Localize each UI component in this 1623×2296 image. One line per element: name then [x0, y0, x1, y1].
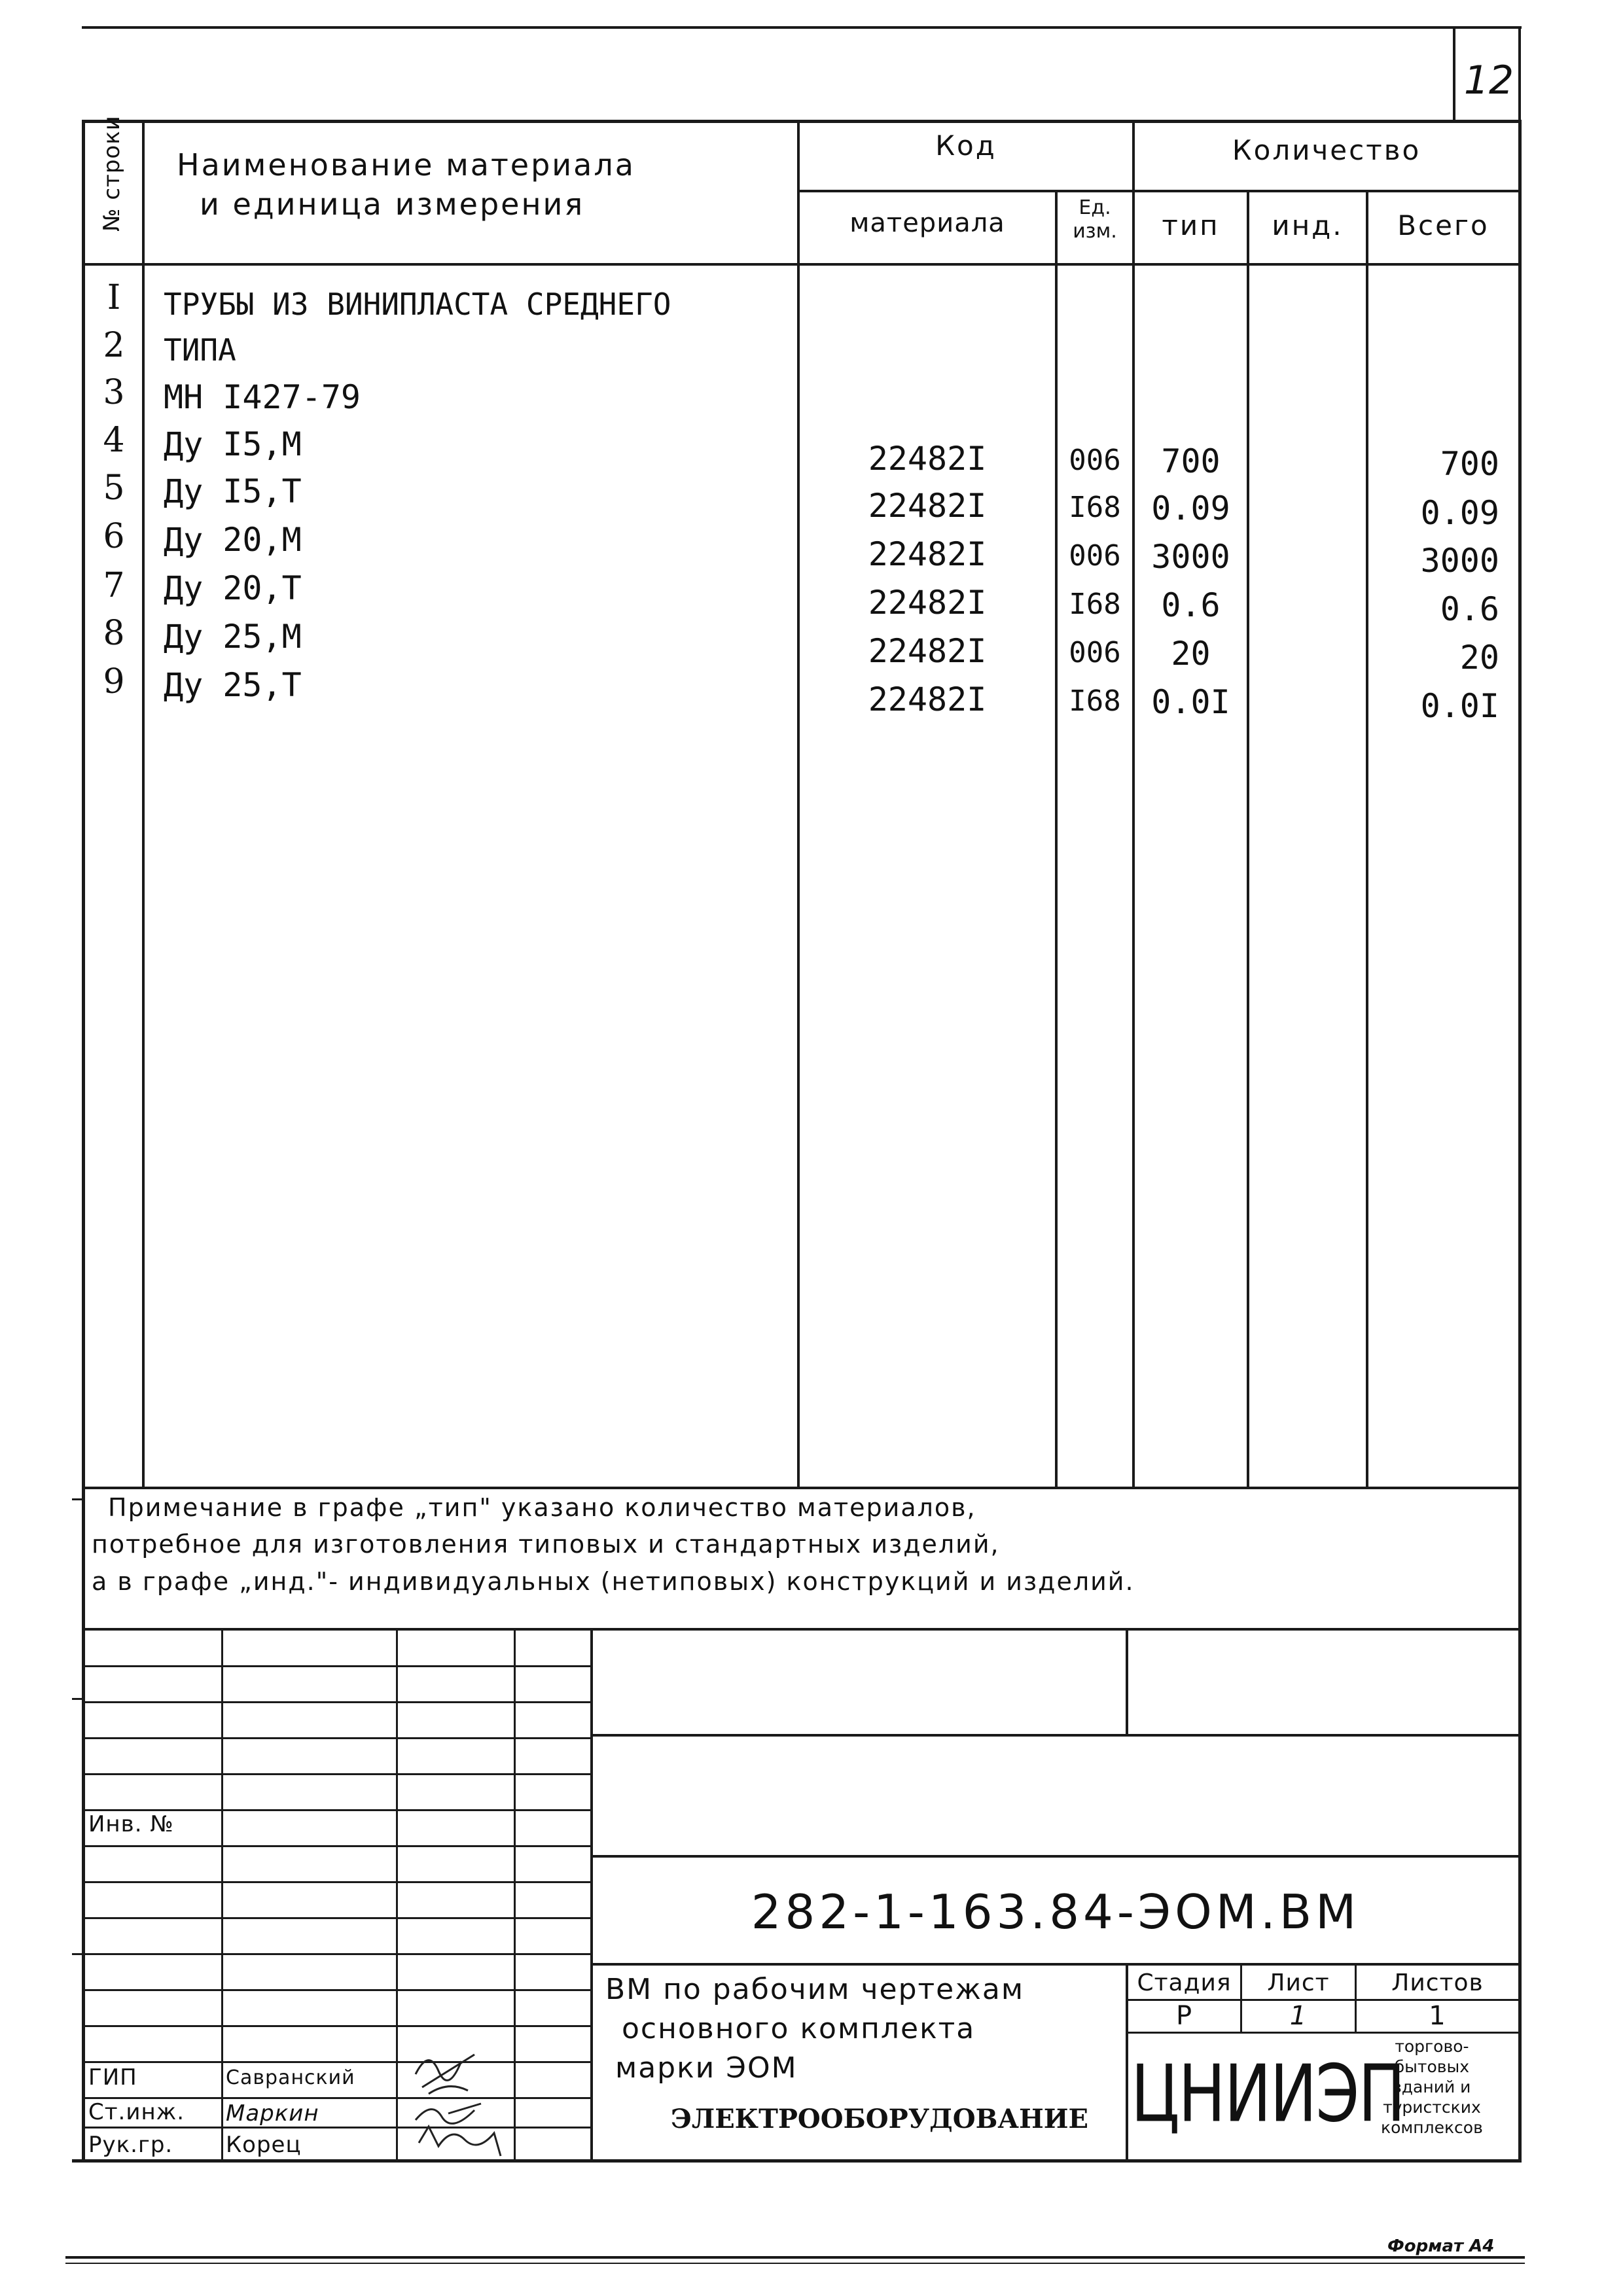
organization-name-line: зданий и: [1393, 2077, 1471, 2096]
row-name: ТИПА: [164, 332, 236, 368]
organization-name-line: комплексов: [1381, 2118, 1483, 2137]
page-number: 12: [1463, 58, 1514, 103]
organization-name-line: бытовых: [1394, 2057, 1470, 2076]
row-number-header: № строки: [99, 115, 125, 232]
row-typ: 0.0I: [1151, 683, 1230, 721]
row-number: 6: [103, 517, 125, 556]
inventory-number-label: Инв. №: [88, 1811, 174, 1837]
row-total: 3000: [1420, 542, 1499, 580]
row-name: Ду 25,Т: [164, 666, 302, 704]
row-number: 8: [103, 614, 125, 653]
ind-header: инд.: [1272, 209, 1344, 241]
name-header-line1: Наименование материала: [177, 147, 635, 183]
note-line-3: а в графе „инд."- индивидуальных (нетиповых) конструкций и изделий.: [92, 1567, 1135, 1596]
stage-value: Р: [1175, 2001, 1193, 2031]
note-line-1: Примечание в графе „тип" указано количество материалов,: [108, 1493, 976, 1522]
row-number: 3: [103, 373, 125, 412]
unit-header: Ед. изм.: [1073, 196, 1117, 243]
row-code: 22482I: [868, 440, 987, 478]
row-number: I: [107, 278, 121, 317]
name-header-line2: и единица измерения: [200, 186, 585, 222]
typ-header: тип: [1162, 209, 1220, 241]
row-code: 22482I: [868, 632, 987, 670]
row-total: 0.09: [1420, 494, 1499, 532]
format-label: Формат А4: [1387, 2236, 1495, 2256]
row-name: ТРУБЫ ИЗ ВИНИПЛАСТА СРЕДНЕГО: [164, 287, 671, 322]
stage-label: Стадия: [1137, 1969, 1232, 1996]
row-number: 4: [103, 421, 125, 460]
row-total: 20: [1459, 639, 1499, 677]
row-name: Ду I5,М: [164, 425, 302, 463]
row-number: 5: [103, 468, 125, 508]
title-line-3: марки ЭОМ: [615, 2051, 798, 2085]
row-number: 7: [103, 566, 125, 605]
quantity-header: Количество: [1232, 134, 1421, 166]
row-code: 22482I: [868, 680, 987, 718]
row-total: 0.6: [1440, 590, 1499, 628]
row-name: Ду I5,Т: [164, 472, 302, 510]
person-role: Ст.инж.: [88, 2099, 185, 2125]
row-code: 22482I: [868, 584, 987, 622]
person-role: ГИП: [88, 2064, 137, 2091]
row-unit: I68: [1069, 491, 1121, 524]
title-line-2: основного комплекта: [622, 2012, 976, 2045]
row-total: 0.0I: [1420, 687, 1499, 725]
row-name: Ду 20,Т: [164, 569, 302, 607]
row-typ: 3000: [1151, 538, 1230, 576]
row-unit: 006: [1069, 636, 1121, 669]
title-line-4: ЭЛЕКТРООБОРУДОВАНИЕ: [671, 2104, 1089, 2134]
sheet-value: 1: [1289, 2001, 1308, 2031]
person-name: Савранский: [226, 2066, 355, 2089]
organization-name: [1381, 2036, 1483, 2138]
row-name: Ду 20,М: [164, 521, 302, 559]
material-header: материала: [849, 208, 1005, 238]
row-unit: I68: [1069, 684, 1121, 718]
sheets-label: Листов: [1391, 1969, 1484, 1996]
document-code: 282-1-163.84-ЭОМ.ВМ: [751, 1884, 1361, 1939]
row-typ: 0.6: [1161, 586, 1221, 624]
note-line-2: потребное для изготовления типовых и стандартных изделий,: [92, 1530, 1000, 1559]
sheet-label: Лист: [1267, 1969, 1330, 1996]
row-unit: 006: [1069, 444, 1121, 477]
total-header: Всего: [1397, 209, 1489, 241]
organization-name-line: торгово-: [1395, 2037, 1469, 2056]
person-name: Корец: [226, 2132, 302, 2158]
organization-logo: ЦНИИЭП: [1131, 2048, 1404, 2140]
row-name: МН I427-79: [164, 378, 361, 416]
code-header: Код: [935, 130, 997, 162]
person-role: Рук.гр.: [88, 2132, 173, 2158]
row-typ: 0.09: [1151, 489, 1230, 527]
row-typ: 20: [1171, 635, 1211, 673]
row-number: 9: [103, 662, 125, 701]
row-code: 22482I: [868, 535, 987, 573]
person-name: Маркин: [226, 2100, 319, 2127]
row-number: 2: [103, 326, 125, 365]
row-total: 700: [1440, 445, 1499, 483]
signature-icon: [402, 2035, 510, 2159]
row-name: Ду 25,М: [164, 618, 302, 656]
row-code: 22482I: [868, 487, 987, 525]
row-unit: 006: [1069, 539, 1121, 573]
sheets-value: 1: [1429, 2001, 1446, 2031]
row-unit: I68: [1069, 588, 1121, 621]
row-typ: 700: [1161, 442, 1221, 480]
title-line-1: ВМ по рабочим чертежам: [605, 1973, 1025, 2006]
organization-name-line: туристских: [1383, 2098, 1481, 2117]
